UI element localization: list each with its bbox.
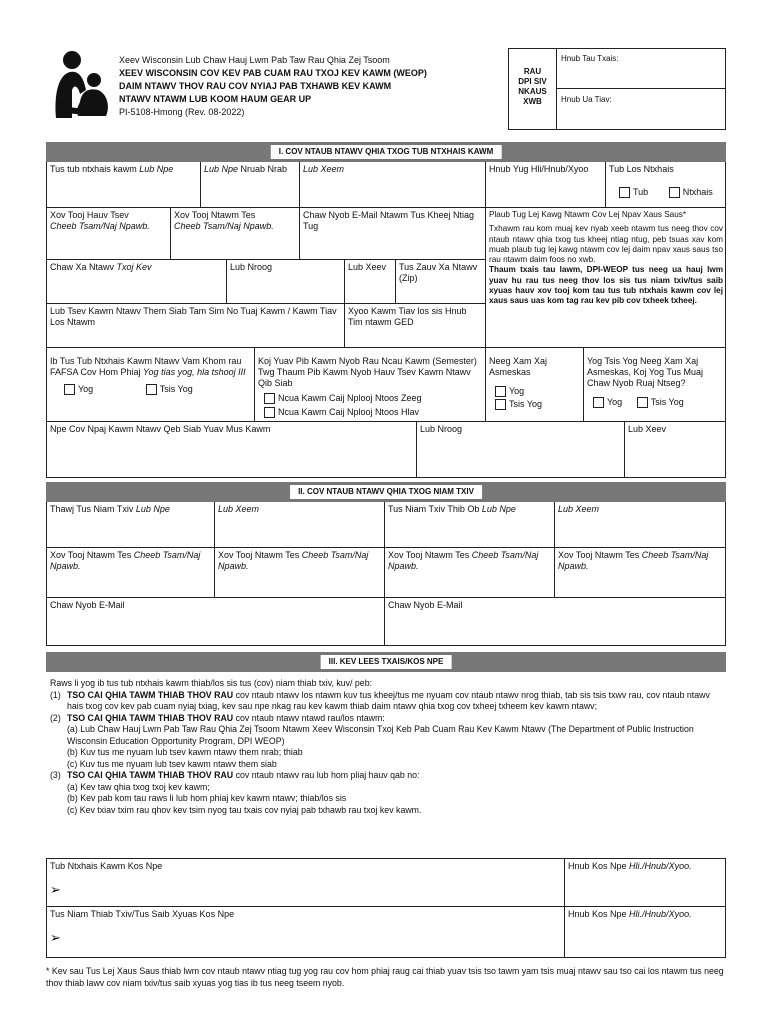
ssn-notice-bold: Thaum txais tau lawm, DPI-WEOP tus neeg ua hauj lwm yuav hu rau tus neeg thov los sis tus niam txiv/tus saib xyuas hauv xov tooj kom tau tus tub ntxhais kawm cov lej xaus saus uas kom tag rau kev pib cov txheek txheej. [489, 265, 723, 306]
form-title: DAIM NTAWV THOV RAU COV NYIAJ PAB TXHAWB KEV KAWM [119, 81, 392, 91]
date-completed[interactable]: Hnub Ua Tiav: [561, 95, 612, 104]
signature-grid [46, 858, 726, 958]
resident-yes-checkbox[interactable] [593, 397, 604, 408]
parent-child-logo [50, 50, 112, 118]
college-state[interactable]: Lub Xeev [628, 424, 667, 434]
parent-signature[interactable]: Tus Niam Thiab Txiv/Tus Saib Xyuas Kos Npe ➢ [47, 907, 565, 957]
student-middle-name[interactable]: Lub Npe Nruab Nrab [201, 162, 300, 208]
student-email[interactable]: Chaw Nyob E-Mail Ntawm Tus Kheej Ntiag Tug [300, 208, 486, 260]
parent1-first-name[interactable]: Lub Xeem [215, 502, 385, 548]
home-phone[interactable]: Xov Tooj Hauv Tsev Cheeb Tsam/Naj Npawb. [47, 208, 171, 260]
student-signature[interactable]: Tub Ntxhais Kawm Kos Npe ➢ [47, 859, 565, 907]
resident-no-checkbox[interactable] [637, 397, 648, 408]
citizen-no-checkbox[interactable] [495, 399, 506, 410]
parent1-last-name[interactable]: Thawj Tus Niam Txiv Lub Npe [47, 502, 215, 548]
form-subtitle: NTAWV NTAWM LUB KOOM HAUM GEAR UP [119, 94, 312, 104]
fall-checkbox[interactable] [264, 393, 275, 404]
section2-title: II. COV NTAUB NTAWV QHIA TXOG NIAM TXIV [290, 485, 482, 499]
male-checkbox[interactable] [619, 187, 630, 198]
graduation-year[interactable]: Xyoo Kawm Tiav los sis Hnub Tim ntawm GED [345, 304, 486, 348]
parent-signature-date[interactable]: Hnub Kos Npe Hli./Hnub/Xyoo. [568, 909, 692, 919]
state-field[interactable]: Lub Xeev [345, 260, 396, 304]
auth-item-1: (1) TSO CAI QHIA TAWM THIAB THOV RAU cov ntaub ntawv los ntawm kuv tus kheej/tus me nyuam cov ntaub ntawv nrog thiab, tab sis tsis txwv rau, cov ntaub ntawv hais txog cov kev pab cuam nyiaj txiag, kev sau npe nkag rau kev kawm thiab daim ntawv qhia txog cov txheej txheem kev kawm ntawv; [50, 689, 710, 711]
fafsa-yes-checkbox[interactable] [64, 384, 75, 395]
parent2-phone-b[interactable]: Xov Tooj Ntawm Tes Cheeb Tsam/Naj Npawb. [555, 548, 726, 598]
student-first-name[interactable]: Lub Xeem [300, 162, 486, 208]
semester-field: Koj Yuav Pib Kawm Nyob Rau Ncau Kawm (Semester) Twg Thaum Pib Kawm Nyob Hauv Tsev Kawm Ntawv Qib Siab Ncua Kawm Caij Nplooj Ntoos Zeeg Ncua Kawm Caij Nplooj Ntoos Hlav [255, 348, 486, 422]
auth-item-2a: (a) Lub Chaw Hauj Lwm Pab Taw Rau Qhia Zej Tsoom Ntawm Xeev Wisconsin Txoj Keb Pab Cuam Rau Kev Kawm Ntawv (The Department of Public Instruction Wisconsin Education Opportunity Program, DPI WEOP) [67, 724, 694, 746]
student-last-name[interactable]: Tus tub ntxhais kawm Lub Npe [47, 162, 201, 208]
ssn-notice-title: Plaub Tug Lej Kawg Ntawm Cov Lej Npav Xaus Saus* [489, 210, 687, 219]
citizen-yes-checkbox[interactable] [495, 386, 506, 397]
fafsa-no-checkbox[interactable] [146, 384, 157, 395]
parent1-email[interactable]: Chaw Nyob E-Mail [47, 598, 385, 645]
section3-title: III. KEV LEES TXAIS/KOS NPE [321, 655, 452, 669]
ssn-notice [486, 208, 726, 348]
office-use-box [508, 48, 726, 130]
auth-item-2: (2) TSO CAI QHIA TAWM THIAB THOV RAU cov ntaub ntawv ntawd rau/los ntawm: [50, 712, 385, 723]
college-city[interactable]: Lub Nroog [417, 422, 625, 478]
parent1-phone-b[interactable]: Xov Tooj Ntawm Tes Cheeb Tsam/Naj Npawb. [215, 548, 385, 598]
office-use-label: RAU DPI SIV NKAUS XWB [509, 49, 557, 129]
parent2-last-name[interactable]: Tus Niam Txiv Thib Ob Lub Npe [385, 502, 555, 548]
gender-field: Tub Los Ntxhais Tub Ntxhais [606, 162, 726, 208]
us-citizen-field: Neeg Xam Xaj Asmeskas Yog Tsis Yog [486, 348, 584, 422]
permanent-resident-field: Yog Tsis Yog Neeg Xam Xaj Asmeskas, Koj Yog Tus Muaj Chaw Nyob Ruaj Ntseg? Yog Tsis Yog [584, 348, 726, 422]
zip-field[interactable]: Tus Zauv Xa Ntawv (Zip) [396, 260, 486, 304]
footnote: * Kev sau Tus Lej Xaus Saus thiab lwm cov ntaub ntawv ntiag tug yog rau cov hom phiaj raug cai thiab yuav tsis tso tawm yam tsis muaj ntawv sau tso cai los ntawm tus neeg thov thiab lawv cov niam txiv/tus saib xyuas yog tias ib tus neeg tseem nyob. [46, 966, 724, 988]
parent2-first-name[interactable]: Lub Xeem [555, 502, 726, 548]
auth-intro: Raws li yog ib tus tub ntxhais kawm thiab/los sis tus (cov) niam thiab txiv, kuv/ peb: [50, 678, 373, 688]
current-school[interactable]: Lub Tsev Kawm Ntawv Them Siab Tam Sim No Tuaj Kawm / Kawm Tiav Los Ntawm [47, 304, 345, 348]
auth-item-3b: (b) Kev pab kom tau raws li lub hom phiaj kev kawm ntawv; thiab/los sis [67, 793, 347, 803]
section1-band [46, 142, 726, 162]
college-name[interactable]: Npe Cov Npaj Kawm Ntawv Qeb Siab Yuav Mus Kawm [47, 422, 417, 478]
date-of-birth[interactable]: Hnub Yug Hli/Hnub/Xyoo [486, 162, 606, 208]
date-received[interactable]: Hnub Tau Txais: [557, 49, 725, 89]
cell-phone[interactable]: Xov Tooj Ntawm Tes Cheeb Tsam/Naj Npawb. [171, 208, 300, 260]
program-name: XEEV WISCONSIN COV KEV PAB CUAM RAU TXOJ KEV KAWM (WEOP) [119, 68, 427, 78]
section3-band [46, 652, 726, 672]
street-address[interactable]: Chaw Xa Ntawv Txoj Kev [47, 260, 227, 304]
auth-item-2c: (c) Kuv tus me nyuam lub tsev kawm ntawv them siab [67, 758, 277, 769]
section1-grid [46, 162, 726, 478]
parent-signature-arrow-icon: ➢ [50, 930, 61, 945]
spring-checkbox[interactable] [264, 407, 275, 418]
student-signature-arrow-icon: ➢ [50, 882, 61, 897]
auth-item-3a: (a) Kev taw qhia txog txoj kev kawm; [67, 781, 210, 792]
auth-item-2b: (b) Kuv tus me nyuam lub tsev kawm ntawv them nrab; thiab [67, 747, 303, 757]
city-field[interactable]: Lub Nroog [227, 260, 345, 304]
auth-item-3: (3) TSO CAI QHIA TAWM THIAB THOV RAU cov ntaub ntawv rau lub hom pliaj hauv qab no: [50, 770, 420, 780]
agency-name: Xeev Wisconsin Lub Chaw Hauj Lwm Pab Taw Rau Qhia Zej Tsoom [119, 55, 390, 65]
auth-item-3c: (c) Kev txiav txim rau qhov kev tsim nyog tau txais cov nyiaj pab txhawb rau txoj kev kawm. [67, 804, 422, 815]
fafsa-dependent: Ib Tus Tub Ntxhais Kawm Ntawv Vam Khom rau FAFSA Cov Hom Phiaj Yog tias yog, hla tshooj III Yog Tsis Yog [47, 348, 255, 422]
section2-grid [46, 502, 726, 646]
parent2-email[interactable]: Chaw Nyob E-Mail [388, 600, 463, 610]
form-id: PI-5108-Hmong (Rev. 08-2022) [119, 107, 245, 117]
female-checkbox[interactable] [669, 187, 680, 198]
parent1-phone-a[interactable]: Xov Tooj Ntawm Tes Cheeb Tsam/Naj Npawb. [47, 548, 215, 598]
section2-band [46, 482, 726, 502]
section1-title: I. COV NTAUB NTAWV QHIA TXOG TUB NTXHAIS KAWM [271, 145, 502, 159]
student-signature-date[interactable]: Hnub Kos Npe Hli./Hnub/Xyoo. [565, 859, 726, 907]
ssn-notice-body: Txhawm rau kom muaj kev nyab xeeb ntawm tus neeg thov cov ntaub ntawv qhia txog tus kheej ntiag ntug, peb tsuas xav kom muab plaub tug lej kawg ntawm cov lej daim npav xaus saus tso rau ntawm daim foos no xwb. [489, 224, 723, 265]
authorization-text [50, 678, 722, 816]
parent2-phone-a[interactable]: Xov Tooj Ntawm Tes Cheeb Tsam/Naj Npawb. [385, 548, 555, 598]
